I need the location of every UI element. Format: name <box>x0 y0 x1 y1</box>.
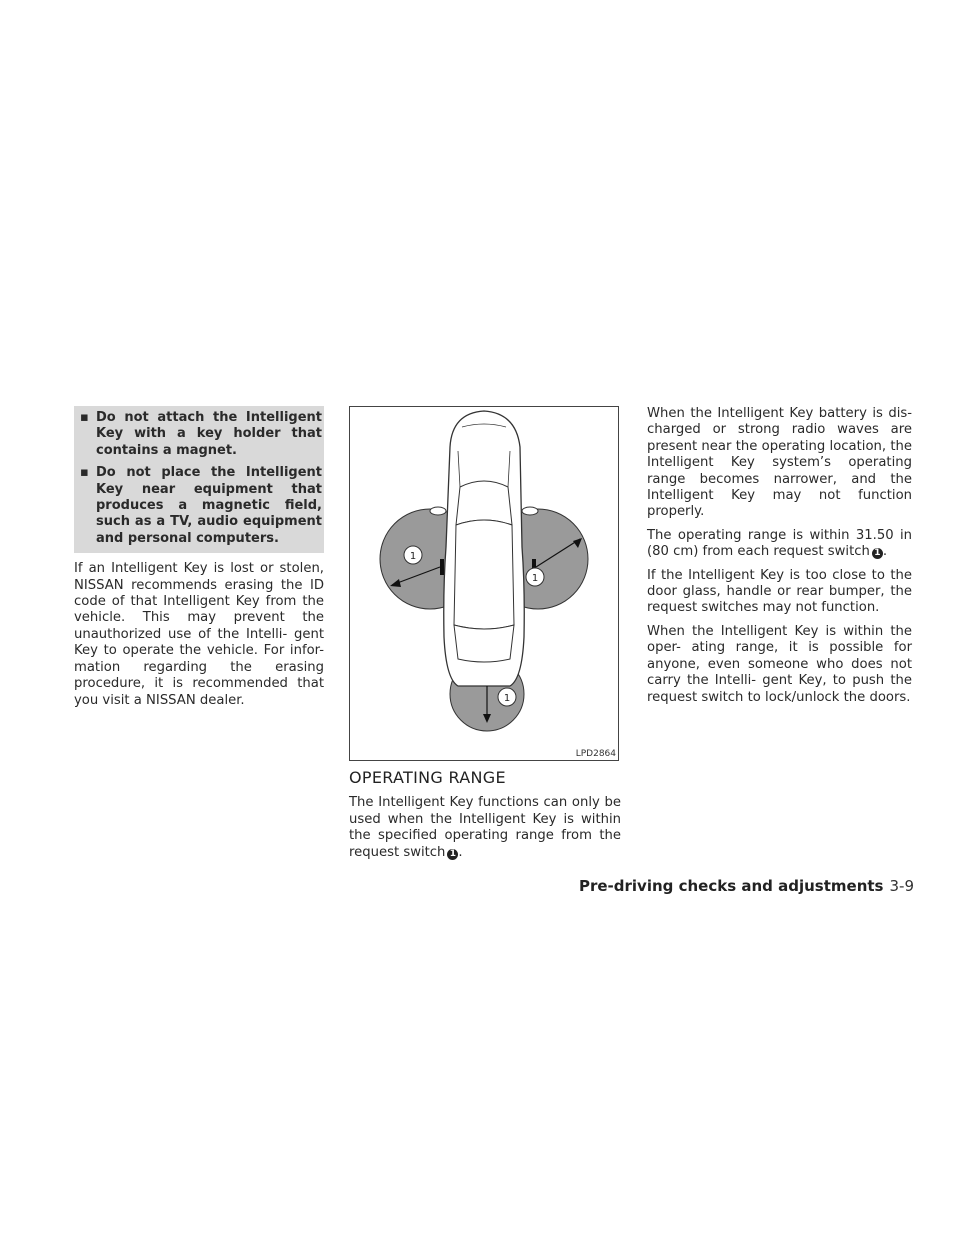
section-title: OPERATING RANGE <box>349 768 506 787</box>
callout-ref-icon: 1 <box>447 849 458 860</box>
anyone-paragraph: When the Intelligent Key is within the oper- ating range, it is possible for anyone, even someone who does not carry the Intelli- gent Key, to push the request switch to lock/unlock the doors. <box>647 623 912 705</box>
page-footer <box>579 877 914 895</box>
range-distance-paragraph: The operating range is within 31.50 in (80 cm) from each request switch 1 . <box>647 527 912 560</box>
windshield <box>456 481 512 525</box>
callout-label: 1 <box>531 573 539 584</box>
warning-item <box>74 410 322 459</box>
page-number: 3-9 <box>889 877 914 895</box>
lost-key-paragraph: If an Intelligent Key is lost or stolen, NISSAN recommends erasing the ID code of that Intelligent Key from the vehicle. This may prevent the unauthorized use of the Intelli- gent Key to operate the vehicle. For infor- mation regarding the erasing procedure, it is recommended that you visit a NISSAN dealer. <box>74 561 324 708</box>
callout-label: 1 <box>503 693 511 704</box>
bullet-icon: ▪ <box>80 410 89 425</box>
too-close-paragraph: If the Intelligent Key is too close to the door glass, handle or rear bumper, the request switches may not function. <box>647 567 912 616</box>
warning-item <box>74 465 322 547</box>
battery-paragraph: When the Intelligent Key battery is dis- charged or strong radio waves are present near the operating location, the Intelligent Key system’s operating range becomes narrower, and the Intelligent Key may not function properly. <box>647 406 912 520</box>
warning-list <box>74 410 322 547</box>
left-column <box>74 406 324 716</box>
footer-section-title: Pre-driving checks and adjustments <box>578 877 884 895</box>
operating-range-figure <box>349 406 619 761</box>
mirror-right <box>522 507 538 515</box>
figure-id: LPD2864 <box>575 749 616 759</box>
car-top-view-illustration <box>350 407 620 762</box>
request-switch-left <box>440 559 444 575</box>
operating-range-paragraph: The Intelligent Key functions can only be used when the Intelligent Key is within the specified operating range from the request switch 1 . <box>349 795 621 860</box>
warning-text: Do not attach the Intelligent Key with a key holder that contains a magnet. <box>96 410 322 458</box>
callout-ref-icon: 1 <box>872 548 883 559</box>
warning-box <box>74 406 324 553</box>
warning-text: Do not place the Intelligent Key near equipment that produces a magnetic field, such as a TV, audio equipment and personal computers. <box>96 465 322 546</box>
bullet-icon: ▪ <box>80 465 89 481</box>
rear-window <box>454 625 514 662</box>
callout-label: 1 <box>409 551 417 562</box>
right-column <box>647 406 912 713</box>
mirror-left <box>430 507 446 515</box>
roof <box>454 520 514 629</box>
center-column <box>349 406 621 868</box>
